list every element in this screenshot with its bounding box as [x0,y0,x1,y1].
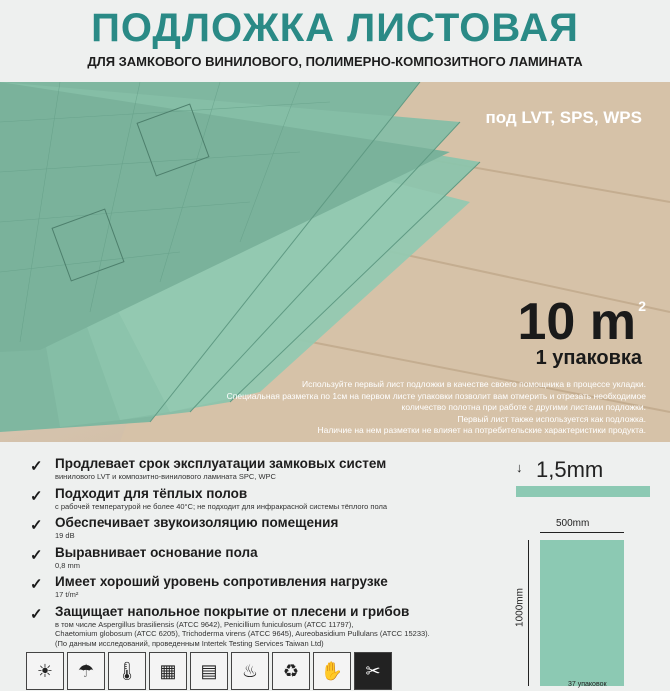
feature-item [30,545,500,571]
check-icon: ✓ [30,517,43,534]
header [0,0,670,82]
box-stack-icon: ▤ [190,652,228,690]
check-icon: ✓ [30,487,43,505]
product-photo [0,82,670,442]
feature-item [30,486,500,512]
info-line: количество полотна при работе с другими листами подложки. [401,402,646,412]
feature-note: в том числе Aspergillus brasiliensis (ATCC 9642), Penicillium funiculosum (ATCC 11797), [55,619,354,629]
page-title: ПОДЛОЖКА ЛИСТОВАЯ [91,6,579,50]
feature-note: винилового LVT и композитно-винилового ламината SPC, WPC [55,472,276,481]
lvt-tag: под LVT, SPS, WPS [485,108,642,127]
feature-item [30,604,500,649]
feature-note: 0,8 mm [55,560,81,570]
thickness-value: 1,5mm [536,457,604,482]
no-sun-icon: ☀ [26,652,64,690]
check-icon: ✓ [30,458,43,475]
page-subtitle: ДЛЯ ЗАМКОВОГО ВИНИЛОВОГО, ПОЛИМЕРНО-КОМПОЗИТНОГО ЛАМИНАТА [87,54,583,69]
feature-note: с рабочей температурой не более 40°С; не подходит для инфракрасной системы тёплого пола [55,501,388,511]
usage-info [86,379,646,437]
info-line: Специальная разметка по 1см на первом листе упаковки позволит вам отмерить и отрезать необходимое [226,390,646,401]
check-icon: ✓ [30,546,43,564]
feature-item [30,515,500,541]
check-icon: ✓ [30,576,43,593]
feature-note: (По данным исследований, проведенным Intertek Testing Services Taiwan Ltd) [55,638,324,648]
temperature-icon: 🌡 [108,652,146,690]
umbrella-icon: ☂ [67,652,105,690]
feature-title: Продлевает срок эксплуатации замковых систем [55,456,387,471]
feature-note: 19 dB [55,531,75,540]
info-line: Наличие на нем разметки не влияет на потребительские характеристики продукта. [317,425,646,435]
feature-note: Chaetomium globosum (ATCC 6205), Trichoderma virens (ATCC 9645), Aureobasidium Pullulans (ATCC 15233). [55,629,430,638]
handle-care-icon: ✋ [313,652,351,690]
pack-label: 1 упаковка [535,347,642,369]
recycle-icon: ♻ [272,652,310,690]
area-unit-superscript: 2 [638,298,646,314]
use-pallet-icon: ▦ [149,652,187,690]
feature-title: Обеспечивает звукоизоляцию помещения [55,515,339,530]
thickness-bar [516,486,650,497]
feature-title: Защищает напольное покрытие от плесени и грибов [55,603,410,619]
height-label: 1000mm [514,588,526,627]
feature-title: Имеет хороший уровень сопротивления нагрузке [55,574,388,589]
no-cut-icon: ✂ [354,652,392,690]
check-icon: ✓ [30,605,43,623]
feature-title: Подходит для тёплых полов [55,485,248,501]
info-line: Используйте первый лист подложки в качестве своего помощника в процессе укладки. [301,379,646,389]
info-line: Первый лист также используется как подложка. [457,413,646,424]
thickness-arrow-icon: ↓ [516,460,523,475]
width-dimension-line [540,532,624,533]
width-label: 500mm [556,518,590,529]
feature-note: 17 t/m² [55,590,79,599]
feature-title: Выравнивает основание пола [55,544,258,560]
feature-item [30,456,500,482]
area-value: 10 m [517,293,636,351]
sheet-diagram [540,540,624,686]
feature-list [30,456,500,652]
care-icons [26,652,398,691]
feature-item [30,574,500,600]
sheet-dimensions [506,452,670,691]
pack-count: 37 упаковок [568,681,607,688]
radiator-icon: ♨ [231,652,269,690]
height-dimension-line [528,540,529,686]
